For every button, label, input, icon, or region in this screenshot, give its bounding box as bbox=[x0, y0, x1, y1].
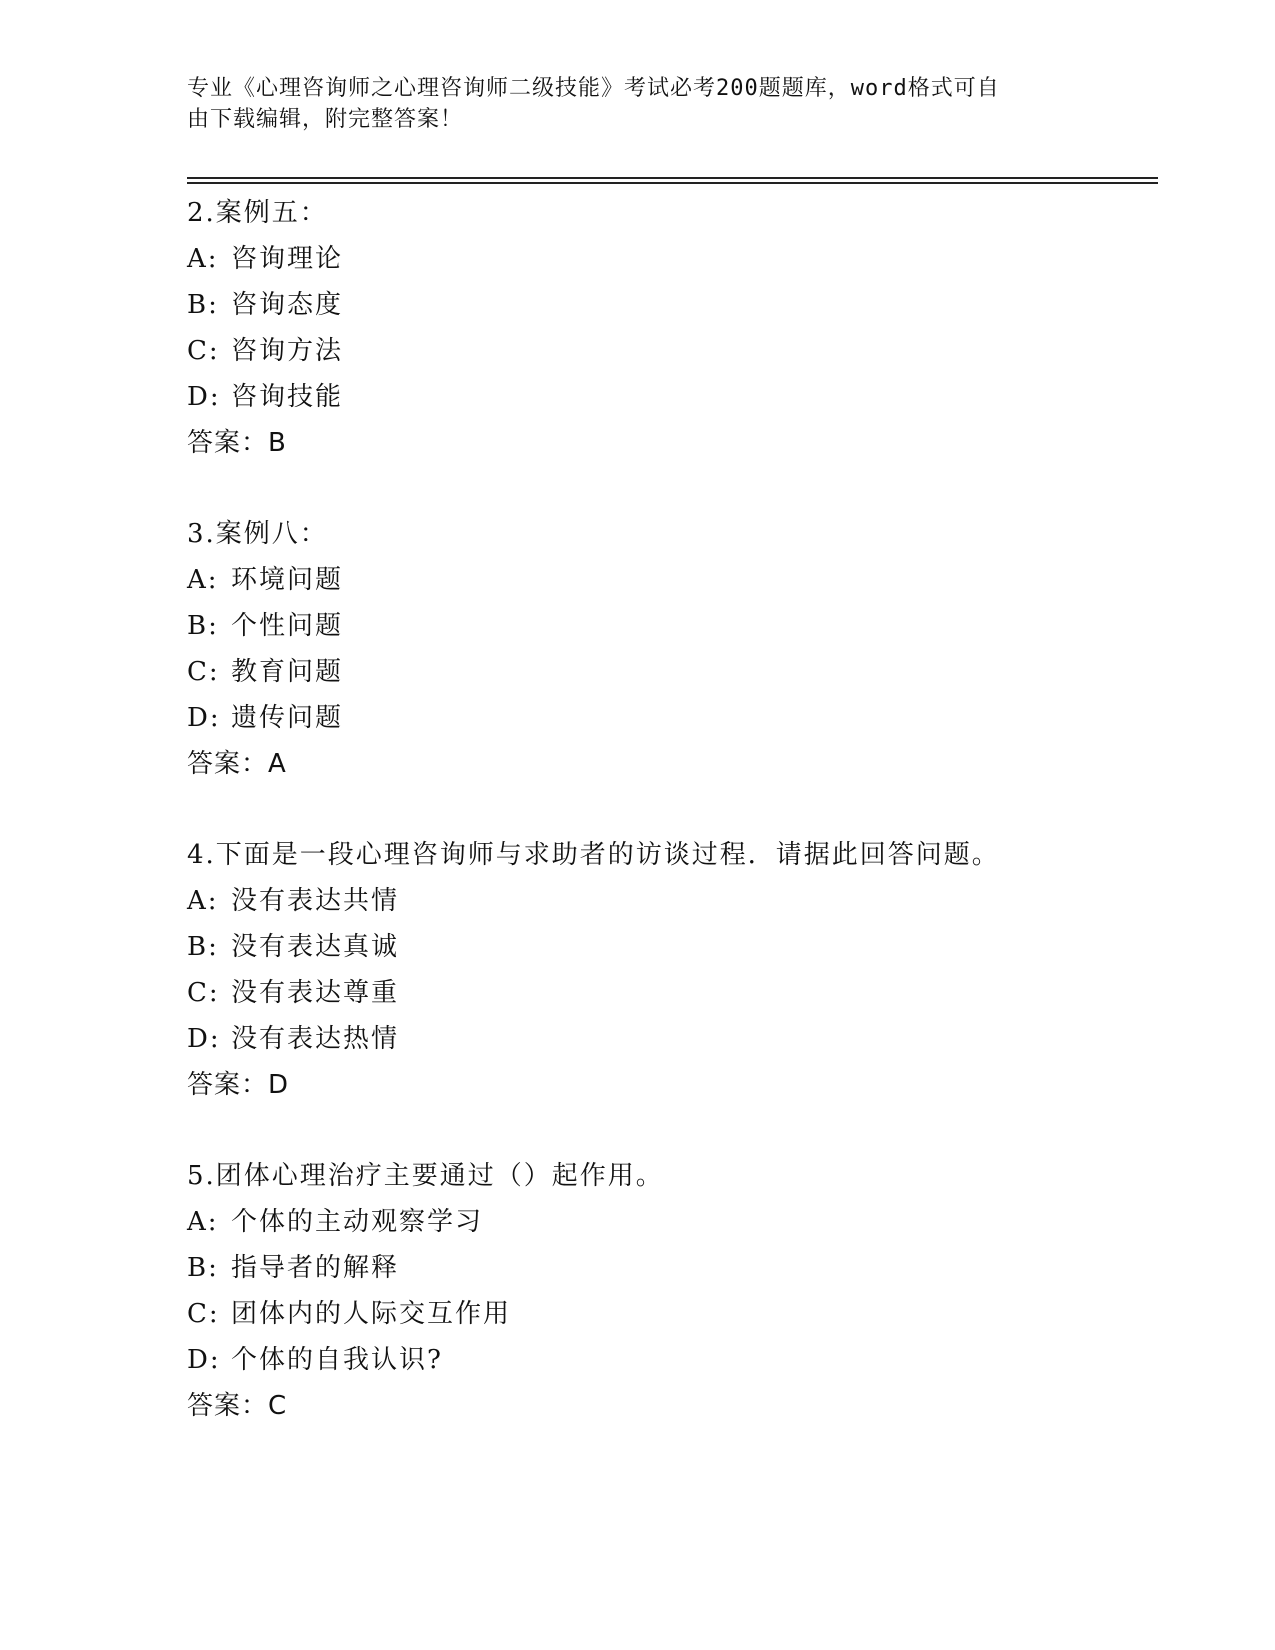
option-text: 遗传问题 bbox=[231, 703, 344, 733]
question-5 bbox=[187, 1153, 1147, 1429]
option-a bbox=[187, 236, 1147, 282]
option-letter: B: bbox=[187, 611, 219, 641]
option-letter: A: bbox=[187, 1207, 219, 1237]
option-text: 环境问题 bbox=[231, 565, 344, 595]
header-divider-top bbox=[187, 177, 1158, 179]
option-b bbox=[187, 1245, 1147, 1291]
option-letter: D: bbox=[187, 703, 221, 733]
document-header bbox=[187, 73, 1067, 135]
option-text: 教育问题 bbox=[231, 657, 344, 687]
option-text: 没有表达尊重 bbox=[231, 978, 400, 1008]
option-d bbox=[187, 695, 1147, 741]
option-c bbox=[187, 328, 1147, 374]
question-3 bbox=[187, 511, 1147, 787]
question-stem: 2.案例五： bbox=[187, 198, 328, 228]
option-letter: B: bbox=[187, 1253, 219, 1283]
option-a bbox=[187, 557, 1147, 603]
option-text: 个性问题 bbox=[231, 611, 344, 641]
header-line-2: 由下载编辑，附完整答案！ bbox=[187, 107, 464, 132]
option-letter: A: bbox=[187, 244, 219, 274]
option-text: 团体内的人际交互作用 bbox=[231, 1299, 512, 1329]
question-stem: 4.下面是一段心理咨询师与求助者的访谈过程．请据此回答问题。 bbox=[187, 840, 1000, 870]
option-text: 个体的主动观察学习 bbox=[231, 1207, 484, 1237]
question-stem: 5.团体心理治疗主要通过（）起作用。 bbox=[187, 1161, 664, 1191]
option-b bbox=[187, 603, 1147, 649]
option-text: 没有表达共情 bbox=[231, 886, 400, 916]
option-text: 咨询理论 bbox=[231, 244, 344, 274]
question-stem: 3.案例八： bbox=[187, 519, 328, 549]
question-list bbox=[187, 190, 1147, 1474]
option-letter: B: bbox=[187, 290, 219, 320]
option-letter: A: bbox=[187, 886, 219, 916]
option-letter: C: bbox=[187, 978, 220, 1008]
option-b bbox=[187, 282, 1147, 328]
question-2 bbox=[187, 190, 1147, 466]
answer-line: 答案：A bbox=[187, 749, 287, 779]
option-c bbox=[187, 970, 1147, 1016]
option-letter: C: bbox=[187, 1299, 220, 1329]
header-divider-bottom bbox=[187, 182, 1158, 184]
option-letter: D: bbox=[187, 1024, 221, 1054]
option-c bbox=[187, 1291, 1147, 1337]
answer-line: 答案：D bbox=[187, 1070, 290, 1100]
question-4 bbox=[187, 832, 1147, 1108]
option-d bbox=[187, 1337, 1147, 1383]
option-letter: B: bbox=[187, 932, 219, 962]
header-line-1: 专业《心理咨询师之心理咨询师二级技能》考试必考200题题库，word格式可自 bbox=[187, 76, 1000, 101]
option-a bbox=[187, 878, 1147, 924]
option-c bbox=[187, 649, 1147, 695]
option-b bbox=[187, 924, 1147, 970]
option-letter: A: bbox=[187, 565, 219, 595]
option-text: 个体的自我认识? bbox=[231, 1345, 443, 1375]
option-d bbox=[187, 374, 1147, 420]
option-text: 没有表达热情 bbox=[231, 1024, 400, 1054]
answer-line: 答案：B bbox=[187, 428, 287, 458]
option-text: 咨询技能 bbox=[231, 382, 344, 412]
option-text: 咨询态度 bbox=[231, 290, 344, 320]
option-text: 指导者的解释 bbox=[231, 1253, 400, 1283]
answer-line: 答案：C bbox=[187, 1391, 288, 1421]
option-letter: C: bbox=[187, 657, 220, 687]
option-d bbox=[187, 1016, 1147, 1062]
option-a bbox=[187, 1199, 1147, 1245]
option-letter: D: bbox=[187, 382, 221, 412]
option-letter: C: bbox=[187, 336, 220, 366]
option-text: 没有表达真诚 bbox=[231, 932, 400, 962]
option-text: 咨询方法 bbox=[231, 336, 344, 366]
option-letter: D: bbox=[187, 1345, 221, 1375]
